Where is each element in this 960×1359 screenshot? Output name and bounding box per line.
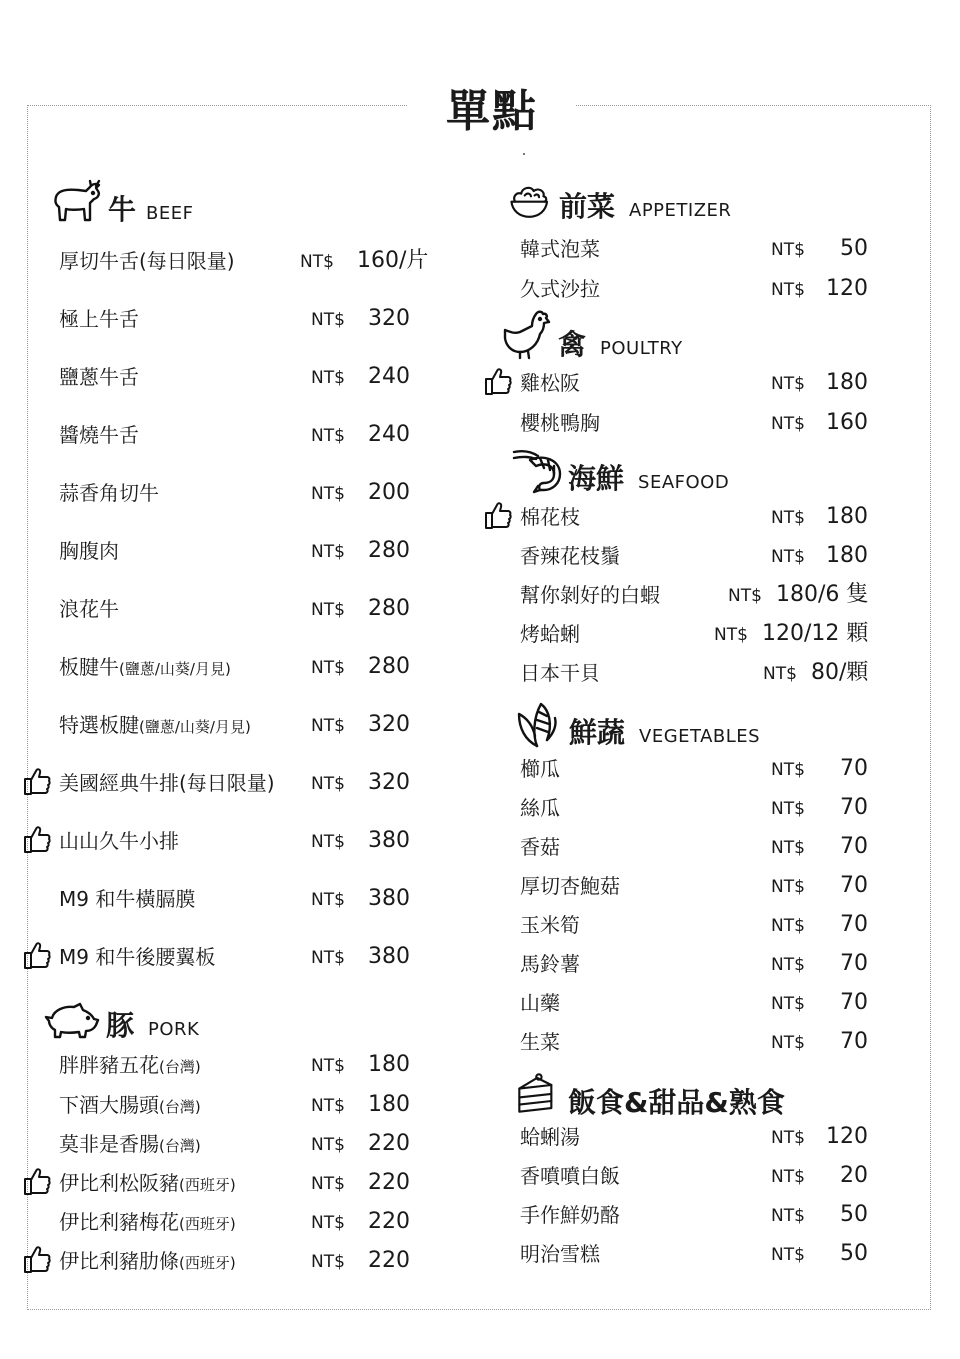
- menu-item: [59, 1246, 439, 1276]
- menu-item: [520, 1239, 880, 1269]
- menu-item-name: [59, 362, 139, 392]
- menu-item-title: 香菇: [520, 835, 560, 859]
- section-appetizer-en: APPETIZER: [629, 200, 732, 221]
- section-beef-zh: 牛: [108, 193, 137, 226]
- page-title: 單點: [408, 82, 576, 142]
- currency-label: NT$: [311, 1174, 345, 1194]
- menu-item-note: (鹽蔥/山葵/月見): [139, 718, 251, 736]
- section-appetizer-zh: 前菜: [559, 190, 616, 223]
- menu-item-title: 伊比利豬肋條: [59, 1249, 179, 1273]
- menu-item-name: [59, 1168, 236, 1200]
- currency-label: NT$: [771, 916, 805, 936]
- menu-item: [59, 652, 439, 682]
- section-pork: [42, 993, 199, 1043]
- currency-label: NT$: [311, 716, 345, 736]
- menu-item: [520, 832, 880, 862]
- section-poultry: [500, 308, 683, 362]
- menu-item-name: [59, 246, 235, 276]
- menu-item-price: 70: [840, 1029, 868, 1054]
- currency-label: NT$: [771, 760, 805, 780]
- menu-item-price: 380: [368, 828, 410, 853]
- menu-item-price: 180: [368, 1052, 410, 1077]
- thumbs-up-icon: [21, 823, 51, 855]
- menu-item-title: 下酒大腸頭: [59, 1093, 159, 1117]
- cow-icon: [50, 177, 104, 227]
- menu-item-title: 馬鈴薯: [520, 952, 580, 976]
- menu-item: [59, 536, 439, 566]
- menu-item: [520, 580, 880, 610]
- menu-item: [520, 793, 880, 823]
- menu-item-name: [520, 1200, 620, 1230]
- menu-item-title: 櫛瓜: [520, 757, 560, 781]
- menu-item-title: 香辣花枝鬚: [520, 544, 620, 568]
- menu-item-title: 日本干貝: [520, 661, 600, 685]
- menu-item-name: [520, 871, 620, 901]
- menu-item-title: 厚切牛舌(每日限量): [59, 249, 235, 273]
- menu-item: [59, 246, 439, 276]
- menu-item-title: M9 和牛橫膈膜: [59, 887, 196, 911]
- menu-item-title: 絲瓜: [520, 796, 560, 820]
- menu-item-price: 220: [368, 1170, 410, 1195]
- corn-icon: [511, 696, 565, 750]
- section-rice: [514, 1066, 785, 1120]
- menu-item-price: 180: [826, 504, 868, 529]
- currency-label: NT$: [311, 426, 345, 446]
- section-appetizer: [507, 174, 731, 224]
- section-seafood-en: SEAFOOD: [638, 472, 730, 493]
- menu-item-title: 山山久牛小排: [59, 829, 179, 853]
- currency-label: NT$: [311, 1135, 345, 1155]
- menu-item-price: 220: [368, 1248, 410, 1273]
- currency-label: NT$: [771, 1033, 805, 1053]
- menu-item-name: [520, 910, 580, 940]
- menu-item: [520, 1200, 880, 1230]
- menu-item: [59, 1129, 439, 1159]
- menu-item: [520, 658, 880, 688]
- menu-item-price: 160: [826, 410, 868, 435]
- section-rice-zh: 飯食&甜品&熟食: [568, 1086, 785, 1119]
- currency-label: NT$: [311, 1213, 345, 1233]
- menu-item-name: [59, 710, 251, 742]
- menu-item-price: 320: [368, 306, 410, 331]
- menu-item-name: [520, 274, 600, 304]
- menu-item-title: 山藥: [520, 991, 560, 1015]
- cake-icon: [514, 1066, 562, 1120]
- menu-item-name: [59, 304, 139, 334]
- menu-item: [59, 478, 439, 508]
- menu-item-title: 美國經典牛排(每日限量): [59, 771, 275, 795]
- section-poultry-en: POULTRY: [600, 338, 683, 359]
- menu-item-title: 櫻桃鴨胸: [520, 411, 600, 435]
- menu-item-title: 莫非是香腸: [59, 1132, 159, 1156]
- menu-item-note: (西班牙): [179, 1215, 236, 1233]
- menu-item-title: 蛤蜊湯: [520, 1125, 580, 1149]
- menu-item: [520, 1161, 880, 1191]
- currency-label: NT$: [771, 508, 805, 528]
- menu-item: [59, 1168, 439, 1198]
- menu-item: [520, 871, 880, 901]
- section-vegetables-en: VEGETABLES: [639, 726, 761, 747]
- menu-item-note: (西班牙): [179, 1176, 236, 1194]
- section-beef-en: BEEF: [146, 203, 194, 224]
- menu-item-title: 手作鮮奶酪: [520, 1203, 620, 1227]
- thumbs-up-icon: [21, 1165, 51, 1197]
- menu-item-name: [59, 884, 195, 914]
- menu-item: [520, 234, 880, 264]
- menu-item: [520, 1122, 880, 1152]
- menu-item-name: [59, 420, 139, 450]
- menu-item-title: 明治雪糕: [520, 1242, 600, 1266]
- section-pork-zh: 豚: [106, 1009, 135, 1042]
- thumbs-up-icon: [21, 765, 51, 797]
- menu-item-name: [520, 580, 660, 610]
- menu-item-title: 久式沙拉: [520, 277, 600, 301]
- menu-item-price: 380: [368, 944, 410, 969]
- menu-item-name: [59, 768, 275, 798]
- menu-item-price: 180/6 隻: [776, 582, 869, 607]
- menu-item-title: 幫你剝好的白蝦: [520, 583, 660, 607]
- menu-item-name: [520, 1027, 560, 1057]
- menu-item-name: [520, 368, 580, 398]
- menu-item-title: 韓式泡菜: [520, 237, 600, 261]
- currency-label: NT$: [311, 310, 345, 330]
- menu-item: [59, 304, 439, 334]
- menu-item: [59, 768, 439, 798]
- currency-label: NT$: [311, 948, 345, 968]
- menu-item: [520, 1027, 880, 1057]
- menu-item-price: 320: [368, 770, 410, 795]
- menu-item-name: [59, 1207, 236, 1239]
- menu-item: [59, 1207, 439, 1237]
- section-pork-en: PORK: [148, 1019, 200, 1040]
- menu-item-name: [59, 826, 179, 856]
- menu-item: [520, 408, 880, 438]
- menu-item-price: 70: [840, 873, 868, 898]
- menu-item-name: [520, 619, 580, 649]
- menu-item-price: 70: [840, 990, 868, 1015]
- menu-item-price: 120: [826, 1124, 868, 1149]
- menu-item: [520, 910, 880, 940]
- menu-item-price: 70: [840, 834, 868, 859]
- currency-label: NT$: [771, 994, 805, 1014]
- currency-label: NT$: [771, 280, 805, 300]
- menu-item-note: (台灣): [159, 1137, 201, 1155]
- thumbs-up-icon: [482, 365, 512, 397]
- menu-item: [520, 274, 880, 304]
- menu-item-price: 220: [368, 1209, 410, 1234]
- menu-item-title: 胖胖豬五花: [59, 1053, 159, 1077]
- menu-item-name: [59, 1129, 201, 1161]
- menu-item-name: [520, 949, 580, 979]
- menu-item-name: [520, 234, 600, 264]
- menu-item: [520, 988, 880, 1018]
- menu-item-name: [59, 942, 215, 972]
- currency-label: NT$: [728, 586, 762, 606]
- menu-item-price: 50: [840, 1241, 868, 1266]
- menu-item-name: [520, 541, 620, 571]
- menu-item-note: (台灣): [159, 1098, 201, 1116]
- currency-label: NT$: [771, 799, 805, 819]
- menu-item-name: [59, 478, 159, 508]
- menu-item-title: 伊比利豬梅花: [59, 1210, 179, 1234]
- currency-label: NT$: [771, 955, 805, 975]
- menu-item-price: 280: [368, 654, 410, 679]
- menu-item-title: 棉花枝: [520, 505, 580, 529]
- menu-item-name: [520, 754, 560, 784]
- currency-label: NT$: [771, 1245, 805, 1265]
- currency-label: NT$: [311, 542, 345, 562]
- menu-item: [520, 619, 880, 649]
- menu-item-price: 180: [368, 1092, 410, 1117]
- menu-item-price: 320: [368, 712, 410, 737]
- menu-item-title: 蒜香角切牛: [59, 481, 159, 505]
- currency-label: NT$: [311, 600, 345, 620]
- pig-icon: [42, 993, 102, 1043]
- menu-item-name: [520, 408, 600, 438]
- menu-item-price: 160/片: [357, 248, 429, 273]
- thumbs-up-icon: [21, 939, 51, 971]
- menu-item-price: 20: [840, 1163, 868, 1188]
- menu-item-price: 70: [840, 951, 868, 976]
- menu-item-title: 醬燒牛舌: [59, 423, 139, 447]
- currency-label: NT$: [311, 484, 345, 504]
- currency-label: NT$: [771, 877, 805, 897]
- menu-item-title: 生菜: [520, 1030, 560, 1054]
- menu-item-price: 240: [368, 364, 410, 389]
- menu-item-price: 50: [840, 236, 868, 261]
- currency-label: NT$: [714, 625, 748, 645]
- menu-item-name: [59, 1050, 201, 1082]
- menu-item-note: (台灣): [159, 1058, 201, 1076]
- menu-item-price: 70: [840, 756, 868, 781]
- menu-item-name: [520, 988, 560, 1018]
- currency-label: NT$: [771, 1128, 805, 1148]
- menu-item-name: [59, 594, 119, 624]
- menu-item: [59, 710, 439, 740]
- menu-item-name: [520, 832, 560, 862]
- currency-label: NT$: [311, 368, 345, 388]
- menu-item-title: 烤蛤蜊: [520, 622, 580, 646]
- currency-label: NT$: [771, 547, 805, 567]
- currency-label: NT$: [771, 838, 805, 858]
- decorative-dot: [523, 153, 525, 155]
- currency-label: NT$: [311, 658, 345, 678]
- menu-item-price: 120: [826, 276, 868, 301]
- menu-item-name: [520, 1161, 620, 1191]
- menu-item: [520, 502, 880, 532]
- menu-item-name: [59, 536, 119, 566]
- menu-item-price: 180: [826, 370, 868, 395]
- salad-bowl-icon: [507, 174, 555, 224]
- menu-item-name: [59, 1246, 236, 1278]
- menu-item-price: 120/12 顆: [762, 621, 869, 646]
- currency-label: NT$: [311, 832, 345, 852]
- menu-item-title: 伊比利松阪豬: [59, 1171, 179, 1195]
- menu-item-price: 280: [368, 538, 410, 563]
- menu-item-price: 280: [368, 596, 410, 621]
- menu-item-title: 胸腹肉: [59, 539, 119, 563]
- section-seafood: [510, 446, 729, 496]
- currency-label: NT$: [771, 414, 805, 434]
- section-beef: [50, 177, 193, 227]
- menu-item-title: 鹽蔥牛舌: [59, 365, 139, 389]
- menu-item-name: [59, 652, 231, 684]
- menu-item-title: 香噴噴白飯: [520, 1164, 620, 1188]
- menu-item-price: 200: [368, 480, 410, 505]
- currency-label: NT$: [311, 1096, 345, 1116]
- currency-label: NT$: [763, 664, 797, 684]
- menu-item-price: 80/顆: [811, 660, 869, 685]
- menu-item-price: 220: [368, 1131, 410, 1156]
- menu-item-title: 板腱牛: [59, 655, 119, 679]
- menu-item-title: 玉米筍: [520, 913, 580, 937]
- menu-item-price: 380: [368, 886, 410, 911]
- menu-item-title: 極上牛舌: [59, 307, 139, 331]
- menu-item: [520, 368, 880, 398]
- menu-item: [59, 1050, 439, 1080]
- menu-item: [59, 826, 439, 856]
- menu-item: [520, 541, 880, 571]
- menu-item-name: [520, 793, 560, 823]
- menu-item-note: (鹽蔥/山葵/月見): [119, 660, 231, 678]
- menu-item: [59, 1090, 439, 1120]
- menu-item: [520, 754, 880, 784]
- currency-label: NT$: [771, 1167, 805, 1187]
- menu-item-name: [520, 1239, 600, 1269]
- section-seafood-zh: 海鮮: [568, 462, 625, 495]
- section-vegetables-zh: 鮮蔬: [569, 716, 626, 749]
- menu-item-title: 浪花牛: [59, 597, 119, 621]
- menu-item-title: M9 和牛後腰翼板: [59, 945, 216, 969]
- thumbs-up-icon: [482, 499, 512, 531]
- currency-label: NT$: [771, 240, 805, 260]
- thumbs-up-icon: [21, 1243, 51, 1275]
- menu-item-name: [520, 1122, 580, 1152]
- menu-item-price: 50: [840, 1202, 868, 1227]
- menu-item-name: [520, 658, 600, 688]
- currency-label: NT$: [311, 774, 345, 794]
- chicken-icon: [500, 308, 554, 362]
- menu-item-title: 雞松阪: [520, 371, 580, 395]
- shrimp-icon: [510, 446, 564, 496]
- menu-item: [59, 362, 439, 392]
- menu-item-note: (西班牙): [179, 1254, 236, 1272]
- currency-label: NT$: [771, 1206, 805, 1226]
- menu-item-price: 70: [840, 912, 868, 937]
- menu-item-name: [59, 1090, 201, 1122]
- section-poultry-zh: 禽: [558, 328, 587, 361]
- currency-label: NT$: [311, 1252, 345, 1272]
- menu-item-price: 70: [840, 795, 868, 820]
- menu-item: [59, 594, 439, 624]
- menu-item: [59, 942, 439, 972]
- menu-item: [59, 884, 439, 914]
- menu-item-name: [520, 502, 580, 532]
- currency-label: NT$: [311, 890, 345, 910]
- section-vegetables: [511, 696, 760, 750]
- menu-item-price: 180: [826, 543, 868, 568]
- currency-label: NT$: [771, 374, 805, 394]
- currency-label: NT$: [311, 1056, 345, 1076]
- menu-item: [59, 420, 439, 450]
- menu-item: [520, 949, 880, 979]
- menu-item-title: 特選板腱: [59, 713, 139, 737]
- menu-item-price: 240: [368, 422, 410, 447]
- menu-item-title: 厚切杏鮑菇: [520, 874, 620, 898]
- currency-label: NT$: [300, 252, 334, 272]
